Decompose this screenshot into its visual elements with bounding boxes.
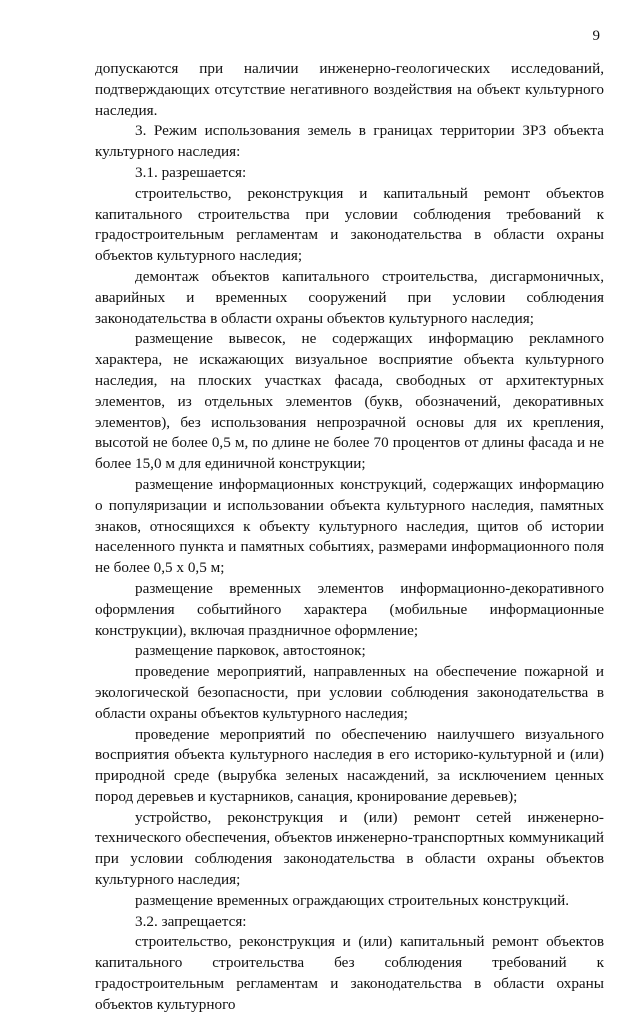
paragraph: устройство, реконструкция и (или) ремонт сетей инженерно-технического обеспечения, объектов инженерно-транспортных коммуникаций при условии соблюдения законодательства в области охраны объектов культурного наследия; [95, 808, 604, 889]
page-number: 9 [592, 28, 600, 44]
paragraph: проведение мероприятий, направленных на обеспечение пожарной и экологической безопасности, при условии соблюдения законодательства в области охраны объектов культурного наследия; [95, 663, 604, 722]
paragraph: строительство, реконструкция и (или) капитальный ремонт объектов капитального строительства без соблюдения требований к градостроительным регламентам и законодательства в области охраны объектов культурного [95, 933, 604, 1013]
paragraph: размещение временных элементов информационно-декоративного оформления событийного характера (мобильные информационные конструкции), включая праздничное оформление; [95, 579, 604, 639]
subsection-heading: 3.1. разрешается: [135, 163, 247, 181]
paragraph: допускаются при наличии инженерно-геологических исследований, подтверждающих отсутствие негативного воздействия на объект культурного наследия. [95, 60, 604, 119]
paragraph: размещение временных ограждающих строительных конструкций. [135, 891, 570, 909]
paragraph: размещение информационных конструкций, содержащих информацию о популяризации и использовании объекта культурного наследия, памятных знаков, относящихся к объекту культурного наследия, щитов об истории населенного пункта и памятных событиях, размерами информационного поля не более 0,5 х 0,5 м; [95, 475, 604, 577]
paragraph: размещение парковок, автостоянок; [135, 642, 366, 660]
section-heading: 3. Режим использования земель в границах территории ЗРЗ объекта культурного наследия: [95, 122, 604, 161]
paragraph: размещение вывесок, не содержащих информацию рекламного характера, не искажающих визуальное восприятие объекта культурного наследия, на плоских участках фасада, свободных от архитектурных элементов, из отдельных элементов (букв, обозначений, декоративных элементов), без использования непрозрачной основы для их крепления, высотой не более 0,5 м, по длине не более 70 процентов от длины фасада и не более 15,0 м для единичной конструкции; [95, 330, 604, 473]
paragraph: демонтаж объектов капитального строительства, дисгармоничных, аварийных и временных сооружений при условии соблюдения законодательства в области охраны объектов культурного наследия; [95, 267, 604, 327]
paragraph: строительство, реконструкция и капитальный ремонт объектов капитального строительства при условии соблюдения требований к градостроительным регламентам и законодательства в области охраны объектов культурного наследия; [95, 184, 604, 265]
subsection-heading: 3.2. запрещается: [135, 912, 247, 930]
body-text [95, 59, 604, 1016]
paragraph: проведение мероприятий по обеспечению наилучшего визуального восприятия объекта культурного наследия в его историко-культурной и (или) природной среде (вырубка зеленых насаждений, за исключением ценных пород деревьев и кустарников, санация, кронирование деревьев); [95, 725, 604, 805]
